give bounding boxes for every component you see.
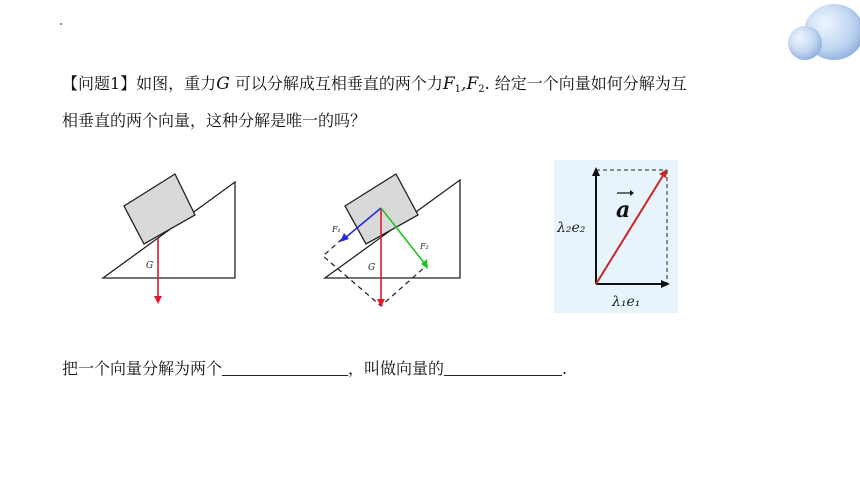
figure-1-incline bbox=[103, 174, 235, 304]
problem-suffix: . 给定一个向量如何分解为互 bbox=[484, 74, 687, 93]
gravity-label-2: G bbox=[368, 263, 376, 273]
fill-in-blank-2[interactable] bbox=[444, 359, 562, 376]
figure-3-orthogonal-basis bbox=[554, 160, 678, 313]
fill-in-part2: ，叫做向量的 bbox=[348, 359, 445, 378]
f1-subscript: 1 bbox=[454, 84, 462, 95]
f1-symbol: F bbox=[442, 74, 455, 94]
gravity-arrowhead-2 bbox=[377, 299, 385, 307]
g-symbol: G bbox=[216, 74, 230, 94]
f1-arrowhead bbox=[340, 233, 349, 242]
figure-2-decomposition bbox=[323, 174, 460, 307]
lambda1-e1-label: λ₁e₁ bbox=[612, 294, 641, 310]
fill-in-part1: 把一个向量分解为两个 bbox=[62, 359, 223, 378]
gravity-label-1: G bbox=[146, 261, 154, 271]
f2-subscript: 2 bbox=[478, 84, 485, 95]
problem-mid: 可以分解成互相垂直的两个力 bbox=[229, 74, 443, 93]
problem-line-2: 相垂直的两个向量，这种分解是唯一的吗？ bbox=[62, 111, 367, 130]
fill-in-part3: . bbox=[562, 359, 568, 378]
lambda2-e2-label: λ₂e₂ bbox=[557, 220, 586, 236]
problem-prefix: 【问题1】如图，重力 bbox=[62, 74, 217, 93]
block-1 bbox=[124, 174, 195, 244]
f2-label: F₂ bbox=[420, 242, 429, 251]
comma: , bbox=[461, 74, 467, 94]
f2-symbol: F bbox=[466, 74, 479, 94]
fill-in-sentence bbox=[62, 358, 567, 380]
fill-in-blank-1[interactable] bbox=[222, 359, 348, 376]
vector-a-label: a bbox=[616, 197, 631, 223]
f1-label: F₁ bbox=[332, 225, 341, 234]
gravity-arrowhead-1 bbox=[154, 296, 162, 304]
